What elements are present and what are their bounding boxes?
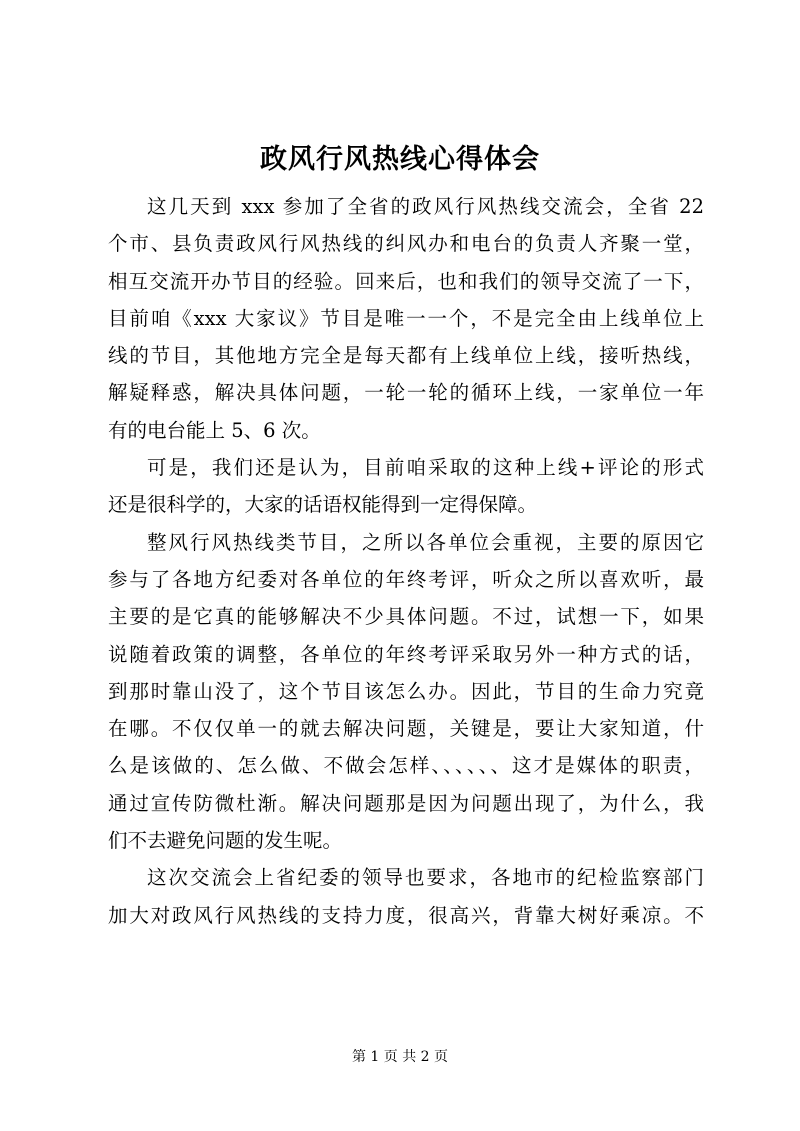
document-title: 政风行风热线心得体会 (260, 144, 540, 175)
paragraph (108, 859, 704, 934)
document-body (108, 188, 704, 934)
paragraph (108, 188, 704, 449)
text-line: 们不去避免问题的发生呢。 (108, 829, 343, 853)
text-line: 相互交流开办节目的经验。回来后，也和我们的领导交流了一下， (108, 269, 704, 293)
text-line: 加大对政风行风热线的支持力度，很高兴，背靠大树好乘凉。不 (108, 903, 704, 927)
text-line: 通过宣传防微杜渐。解决问题那是因为问题出现了，为什么，我 (108, 791, 704, 815)
text-line: 整风行风热线类节目，之所以各单位会重视，主要的原因它 (147, 530, 704, 554)
text-line: 还是很科学的，大家的话语权能得到一定得保障。 (108, 493, 538, 517)
text-line: 主要的是它真的能够解决不少具体问题。不过，试想一下，如果 (108, 605, 704, 629)
text-line: 在哪。不仅仅单一的就去解决问题，关键是，要让大家知道，什 (108, 717, 704, 741)
text-line: 么是该做的、怎么做、不做会怎样、、、、、、这才是媒体的职责， (108, 754, 704, 778)
page-number-footer: 第 1 页 共 2 页 (351, 1049, 449, 1065)
text-line: 可是，我们还是认为，目前咱采取的这种上线+评论的形式 (147, 456, 704, 480)
text-line: 这几天到 xxx 参加了全省的政风行风热线交流会，全省 22 (147, 195, 704, 218)
text-line: 说随着政策的调整，各单位的年终考评采取另外一种方式的话， (108, 642, 704, 666)
text-line: 这次交流会上省纪委的领导也要求，各地市的纪检监察部门 (147, 866, 704, 890)
text-line: 解疑释惑，解决具体问题，一轮一轮的循环上线，一家单位一年 (108, 381, 704, 405)
text-line: 线的节目，其他地方完全是每天都有上线单位上线，接听热线， (108, 344, 704, 368)
text-line: 到那时靠山没了，这个节目该怎么办。因此，节目的生命力究竟 (108, 679, 704, 703)
paragraph (108, 449, 704, 524)
text-line: 参与了各地方纪委对各单位的年终考评，听众之所以喜欢听，最 (108, 567, 704, 591)
text-line: 有的电台能上 5、6 次。 (108, 418, 321, 442)
text-line: 个市、县负责政风行风热线的纠风办和电台的负责人齐聚一堂， (108, 232, 704, 256)
paragraph (108, 524, 704, 860)
text-line: 目前咱《xxx 大家议》节目是唯一一个，不是完全由上线单位上 (108, 306, 704, 330)
